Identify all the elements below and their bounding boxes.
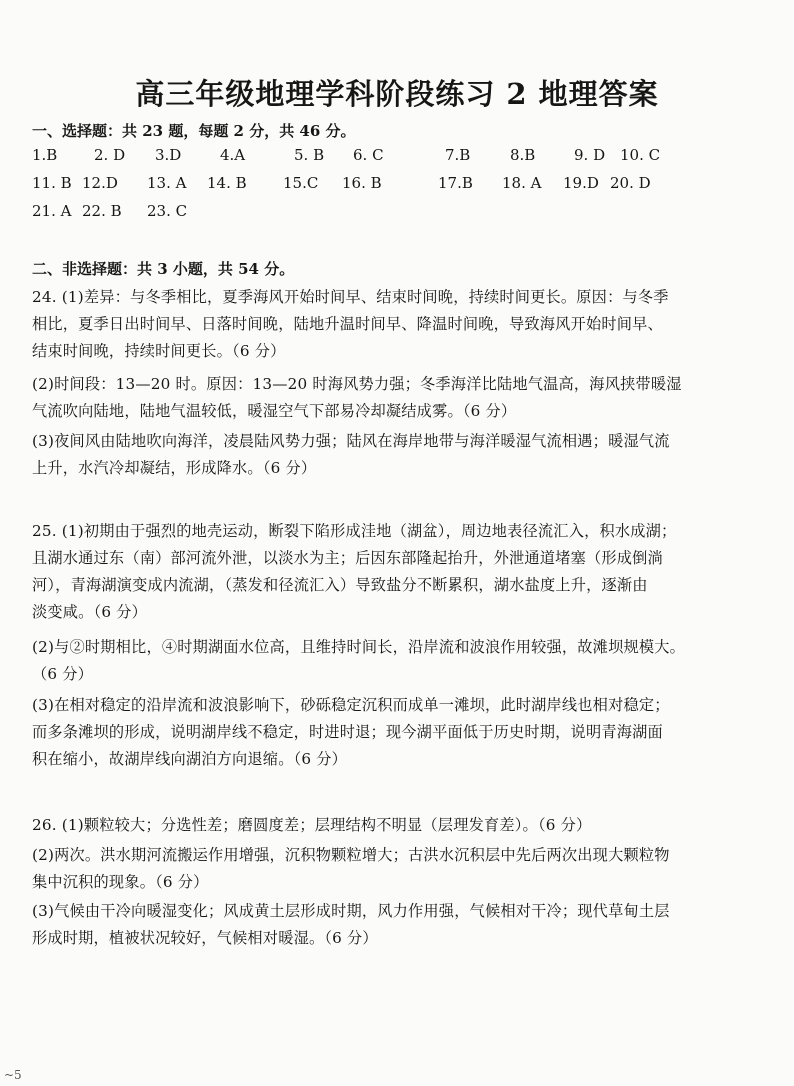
text-line: (3)夜间风由陆地吹向海洋，凌晨陆风势力强；陆风在海岸地带与海洋暖湿气流相遇；暖湿气流 <box>32 432 670 450</box>
text-line: 且湖水通过东（南）部河流外泄，以淡水为主；后因东部隆起抬升，外泄通道堵塞（形成倒淌 <box>32 549 663 567</box>
text-line: 而多条滩坝的形成，说明湖岸线不稳定，时进时退；现今湖平面低于历史时期，说明青海湖面 <box>32 723 663 741</box>
mc-answer: 7.B <box>445 146 471 164</box>
mc-answer: 10. C <box>620 146 661 164</box>
mc-answer: 8.B <box>510 146 536 164</box>
mc-answer: 2. D <box>94 146 126 164</box>
mc-answer: 22. B <box>82 202 122 220</box>
answer-25-1 <box>32 518 762 626</box>
section1-heading: 一、选择题：共 23 题，每题 2 分，共 46 分。 <box>32 122 356 140</box>
answer-24-1 <box>32 284 762 365</box>
answer-24-3 <box>32 428 762 482</box>
text-line: 上升，水汽冷却凝结，形成降水。（6 分） <box>32 459 317 477</box>
answer-25-2 <box>32 634 762 688</box>
mc-answer: 18. A <box>502 174 542 192</box>
text-line: 淡变咸。（6 分） <box>32 603 148 621</box>
section2-heading: 二、非选择题：共 3 小题，共 54 分。 <box>32 260 295 278</box>
answer-24-2 <box>32 371 762 425</box>
mc-answer: 20. D <box>610 174 651 192</box>
answer-25-3 <box>32 692 762 773</box>
mc-answer: 4.A <box>220 146 246 164</box>
mc-answer: 3.D <box>155 146 182 164</box>
text-line: 河），青海湖演变成内流湖，（蒸发和径流汇入）导致盐分不断累积，湖水盐度上升，逐渐由 <box>32 576 648 594</box>
text-line: （6 分） <box>32 665 94 683</box>
mc-answer: 23. C <box>147 202 188 220</box>
answer-26-2 <box>32 842 762 896</box>
mc-answer: 14. B <box>207 174 247 192</box>
text-line: 24. (1)差异：与冬季相比，夏季海风开始时间早、结束时间晚，持续时间更长。原因：与冬季 <box>32 288 669 306</box>
mc-answer: 15.C <box>283 174 319 192</box>
text-line: (2)时间段：13—20 时。原因：13—20 时海风势力强；冬季海洋比陆地气温高，海风挟带暖湿 <box>32 375 682 393</box>
text-line: 结束时间晚，持续时间更长。（6 分） <box>32 342 286 360</box>
text-line: (3)气候由干冷向暖湿变化；风成黄土层形成时期，风力作用强，气候相对干冷；现代草甸土层 <box>32 902 670 920</box>
text-line: 积在缩小，故湖岸线向湖泊方向退缩。（6 分） <box>32 750 348 768</box>
mc-answer: 9. D <box>574 146 606 164</box>
text-line: (2)两次。洪水期河流搬运作用增强，沉积物颗粒增大；古洪水沉积层中先后两次出现大颗粒物 <box>32 846 670 864</box>
text-line: 气流吹向陆地，陆地气温较低，暖湿空气下部易冷却凝结成雾。（6 分） <box>32 402 517 420</box>
text-line: 相比，夏季日出时间早、日落时间晚，陆地升温时间早、降温时间晚，导致海风开始时间早、 <box>32 315 663 333</box>
answer-26-1 <box>32 812 762 839</box>
page-title: 高三年级地理学科阶段练习 2 地理答案 <box>135 77 659 111</box>
mc-answer: 19.D <box>563 174 599 192</box>
mc-row-2 <box>32 174 772 198</box>
mc-row-3 <box>32 202 772 226</box>
mc-answer: 13. A <box>147 174 187 192</box>
text-line: 集中沉积的现象。（6 分） <box>32 873 209 891</box>
mc-answer: 6. C <box>353 146 384 164</box>
text-line: (2)与②时期相比，④时期湖面水位高，且维持时间长，沿岸流和波浪作用较强，故滩坝规模大。 <box>32 638 686 656</box>
mc-answer: 21. A <box>32 202 72 220</box>
mc-answer: 12.D <box>82 174 118 192</box>
mc-answer: 11. B <box>32 174 72 192</box>
corner-mark: ~5 <box>4 1068 22 1082</box>
answer-26-3 <box>32 898 762 952</box>
mc-answer: 1.B <box>32 146 58 164</box>
text-line: (3)在相对稳定的沿岸流和波浪影响下，砂砾稳定沉积而成单一滩坝，此时湖岸线也相对稳定； <box>32 696 670 714</box>
text-line: 25. (1)初期由于强烈的地壳运动，断裂下陷形成洼地（湖盆），周边地表径流汇入，积水成湖； <box>32 522 677 540</box>
text-line: 形成时期，植被状况较好，气候相对暖湿。（6 分） <box>32 929 378 947</box>
mc-answer: 17.B <box>438 174 473 192</box>
mc-answer: 5. B <box>294 146 325 164</box>
text-line: 26. (1)颗粒较大；分选性差；磨圆度差；层理结构不明显（层理发育差）。（6 分） <box>32 816 592 834</box>
mc-row-1 <box>32 146 772 170</box>
mc-answer: 16. B <box>342 174 382 192</box>
